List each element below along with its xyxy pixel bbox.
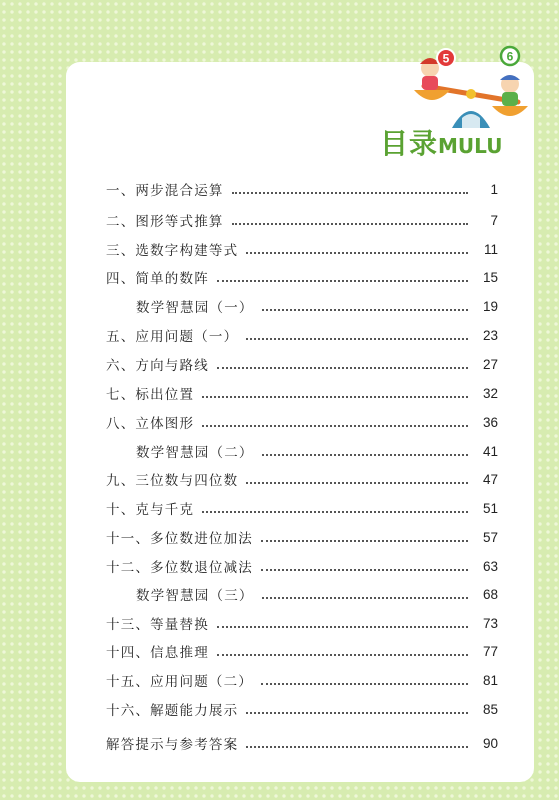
toc-entry-label: 六、方向与路线 [106,358,209,374]
toc-entry[interactable] [106,468,498,490]
toc-page-number: 57 [482,529,498,545]
toc-entry-label: 五、应用问题（一） [106,329,239,345]
toc-page-number: 19 [482,298,498,314]
toc-leader-dots [261,683,468,685]
toc-leader-dots [246,482,468,484]
toc-entry[interactable] [106,698,498,720]
toc-page-number: 51 [482,500,498,516]
toc-page-number: 7 [490,212,498,228]
toc-leader-dots [246,746,468,748]
toc-page-number: 77 [482,643,498,659]
toc-entry-label: 九、三位数与四位数 [106,473,239,489]
toc-page-number: 90 [482,735,498,751]
toc-entry[interactable] [106,382,498,404]
toc-page-number: 63 [482,558,498,574]
toc-entry-label: 十五、应用问题（二） [106,674,253,690]
toc-entry[interactable] [106,353,498,375]
toc-entry[interactable] [106,732,498,754]
toc-entry[interactable] [106,526,498,548]
toc-page-number: 47 [482,471,498,487]
toc-entry[interactable] [106,640,498,662]
toc-entry[interactable] [106,583,498,605]
toc-entry-label: 十二、多位数退位减法 [106,560,253,576]
number-badge-5 [437,49,455,67]
toc-entry-label: 数学智慧园（三） [136,588,254,604]
toc-entry[interactable] [106,440,498,462]
toc-entry[interactable] [106,612,498,634]
toc-entry-label: 十三、等量替换 [106,617,209,633]
toc-entry[interactable] [106,324,498,346]
toc-leader-dots [232,192,468,194]
toc-leader-dots [202,396,468,398]
toc-entry[interactable] [106,266,498,288]
toc-page-number: 68 [482,586,498,602]
toc-entry-label: 八、立体图形 [106,416,195,432]
toc-entry-label: 十一、多位数进位加法 [106,531,253,547]
toc-entry[interactable] [106,178,498,200]
toc-leader-dots [217,367,468,369]
toc-leader-dots [246,252,468,254]
toc-page-number: 85 [482,701,498,717]
toc-page-number: 36 [482,414,498,430]
toc-leader-dots [262,454,468,456]
toc-entry[interactable] [106,411,498,433]
toc-entry[interactable] [106,669,498,691]
toc-entry[interactable] [106,497,498,519]
toc-entry[interactable] [106,555,498,577]
toc-entry-label: 数学智慧园（二） [136,445,254,461]
toc-leader-dots [217,626,468,628]
toc-entry-label: 十四、信息推理 [106,645,209,661]
toc-entry-label: 三、选数字构建等式 [106,243,239,259]
toc-page-number: 11 [483,241,498,257]
toc-page-number: 32 [482,385,498,401]
toc-entry-label: 一、两步混合运算 [106,183,224,199]
toc-leader-dots [261,569,468,571]
toc-page-number: 15 [482,269,498,285]
toc-entry[interactable] [106,238,498,260]
toc-leader-dots [262,597,468,599]
toc-entry[interactable] [106,209,498,231]
toc-page-number: 23 [482,327,498,343]
number-badge-6 [501,47,519,65]
toc-leader-dots [202,511,468,513]
toc-entry-label: 解答提示与参考答案 [106,737,239,753]
balance-scale-illustration [412,36,530,132]
toc-leader-dots [202,425,468,427]
toc-entry-label: 十、克与千克 [106,502,195,518]
toc-leader-dots [217,654,468,656]
svg-text:6: 6 [506,49,514,64]
title-chinese: 目录 [380,127,439,160]
toc-leader-dots [246,338,468,340]
title-pinyin: MULU [438,134,503,158]
toc-entry-label: 十六、解题能力展示 [106,703,239,719]
toc-page-number: 1 [490,181,498,197]
toc-leader-dots [217,280,468,282]
toc-entry-label: 七、标出位置 [106,387,195,403]
toc-page-number: 41 [482,443,498,459]
toc-leader-dots [261,540,468,542]
toc-entry-label: 四、简单的数阵 [106,271,209,287]
toc-entry-label: 数学智慧园（一） [136,300,254,316]
page-title [380,122,502,162]
toc-leader-dots [246,712,468,714]
toc-entry-label: 二、图形等式推算 [106,214,224,230]
toc-entry[interactable] [106,295,498,317]
toc-page-number: 73 [482,615,498,631]
toc-leader-dots [262,309,468,311]
toc-page-number: 81 [482,672,498,688]
toc-page-number: 27 [482,356,498,372]
svg-text:5: 5 [442,51,450,66]
toc-leader-dots [232,223,468,225]
